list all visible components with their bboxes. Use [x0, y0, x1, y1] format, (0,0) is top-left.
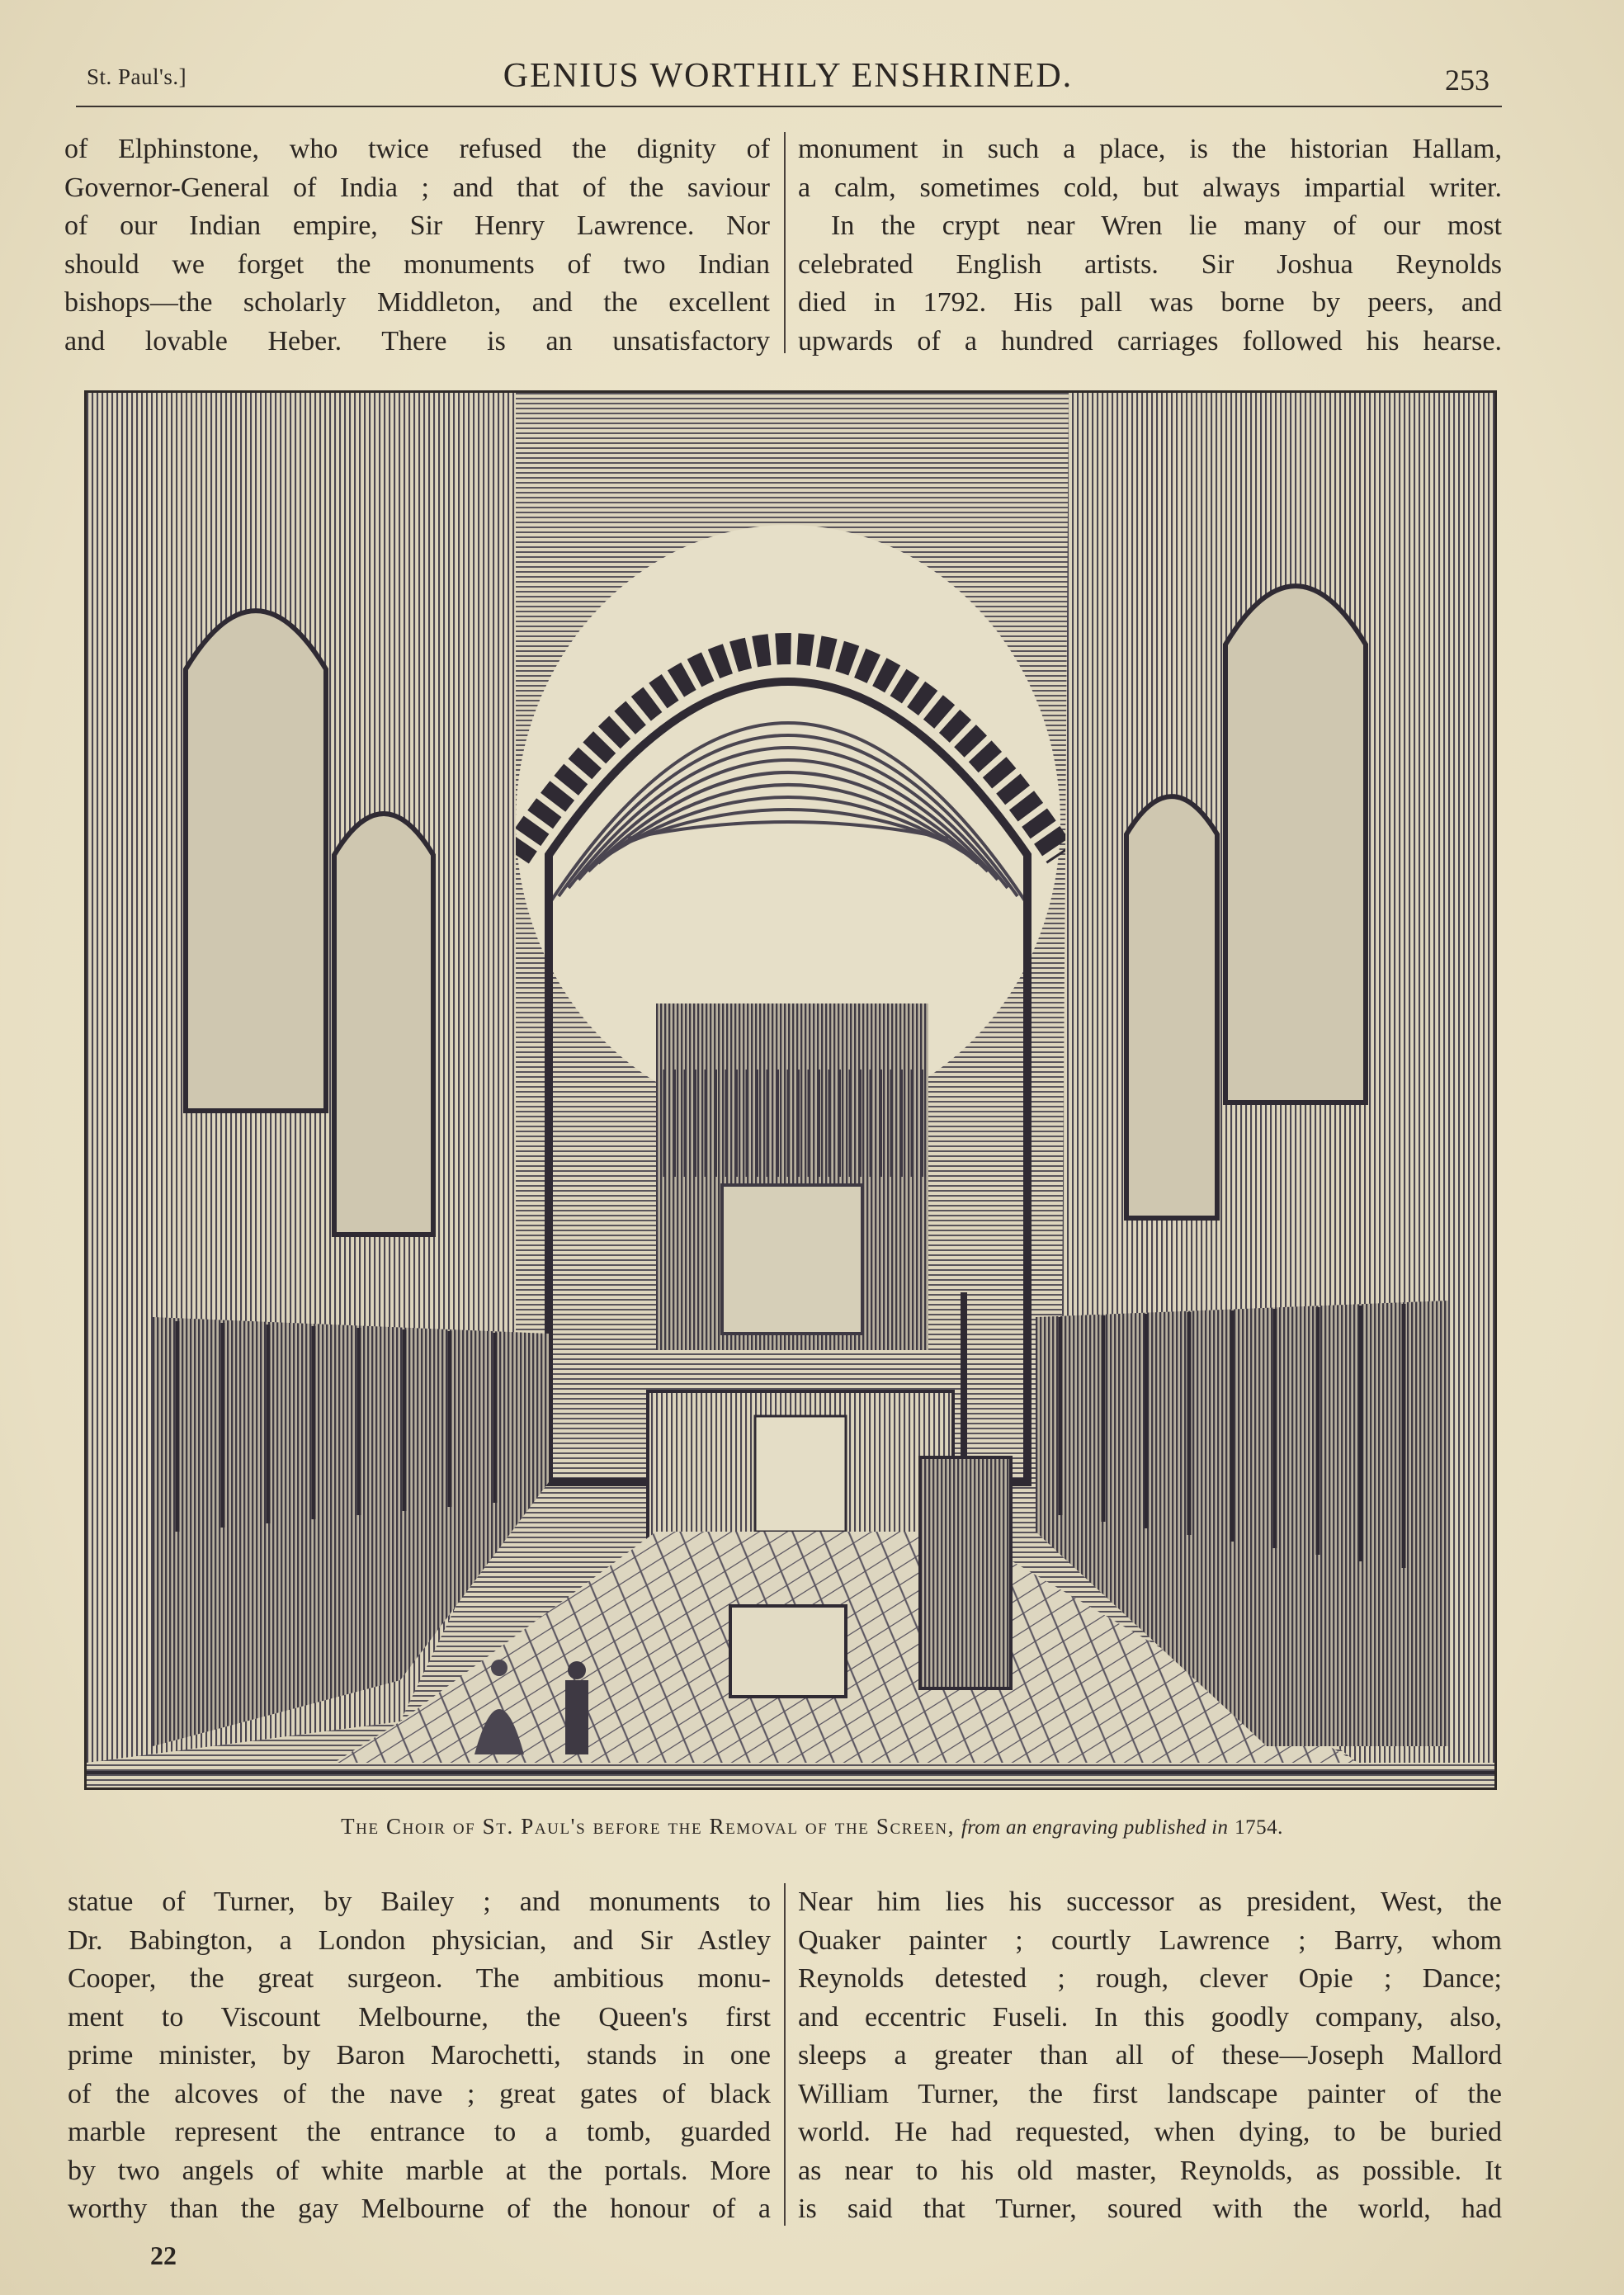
text-line: of Elphinstone, who twice refused the dignity of	[64, 134, 770, 164]
text-line: William Turner, the first landscape painter of the	[798, 2078, 1502, 2109]
text-line: is said that Turner, soured with the world, had	[798, 2193, 1502, 2224]
running-head	[78, 51, 1498, 109]
text-line: bishops—the scholarly Middleton, and the excellent	[64, 287, 770, 318]
text-line: as near to his old master, Reynolds, as possible. It	[798, 2155, 1502, 2186]
text-line: upwards of a hundred carriages followed his hearse.	[798, 325, 1502, 357]
page-number: 253	[1445, 64, 1489, 97]
caption-title: The Choir of St. Paul's before the Removal of the Screen,	[341, 1814, 956, 1839]
text-line: and eccentric Fuseli. In this goodly company, also,	[798, 2001, 1502, 2033]
text-line: by two angels of white marble at the portals. More	[68, 2155, 771, 2186]
text-line: Governor-General of India ; and that of the saviour	[64, 172, 770, 203]
column-divider-top	[784, 132, 786, 353]
text-line: Near him lies his successor as president, West, the	[798, 1887, 1502, 1917]
text-line: statue of Turner, by Bailey ; and monuments to	[68, 1887, 771, 1917]
text-line: of our Indian empire, Sir Henry Lawrence. Nor	[64, 210, 770, 241]
text-line: celebrated English artists. Sir Joshua Reynolds	[798, 248, 1502, 280]
caption-year: 1754.	[1235, 1816, 1283, 1839]
bottom-right-column	[798, 1883, 1502, 2229]
text-line: Cooper, the great surgeon. The ambitious monu-	[68, 1963, 771, 1994]
running-head-title: GENIUS WORTHILY ENSHRINED.	[503, 57, 1074, 95]
text-line: Dr. Babington, a London physician, and Sir Astley	[68, 1924, 771, 1956]
text-line: died in 1792. His pall was borne by peers, and	[798, 287, 1502, 318]
header-rule	[76, 106, 1502, 107]
text-line: sleeps a greater than all of these—Joseph Mallord	[798, 2040, 1502, 2071]
text-line: In the crypt near Wren lie many of our most	[831, 210, 1502, 241]
text-line: Quaker painter ; courtly Lawrence ; Barry, whom	[798, 1924, 1502, 1956]
figure-caption	[0, 1814, 1624, 1839]
text-line: world. He had requested, when dying, to be buried	[798, 2117, 1502, 2147]
engraving-illustration	[87, 393, 1494, 1787]
text-line: prime minister, by Baron Marochetti, stands in one	[68, 2040, 771, 2071]
text-line: Reynolds detested ; rough, clever Opie ; Dance;	[798, 1963, 1502, 1994]
signature-mark: 22	[150, 2241, 177, 2270]
text-line: worthy than the gay Melbourne of the honour of a	[68, 2193, 771, 2224]
text-line: marble represent the entrance to a tomb, guarded	[68, 2117, 771, 2147]
text-line: monument in such a place, is the historian Hallam,	[798, 134, 1502, 164]
column-divider-bottom	[784, 1883, 786, 2226]
bottom-left-column	[68, 1883, 771, 2229]
engraving-choir-st-pauls	[84, 390, 1497, 1790]
text-line: should we forget the monuments of two Indian	[64, 248, 770, 280]
text-line: and lovable Heber. There is an unsatisfactory	[64, 325, 770, 357]
top-left-column	[64, 130, 770, 361]
caption-source: from an engraving published in	[961, 1816, 1229, 1839]
text-line: of the alcoves of the nave ; great gates of black	[68, 2078, 771, 2109]
text-line: ment to Viscount Melbourne, the Queen's first	[68, 2001, 771, 2033]
text-line: a calm, sometimes cold, but always impartial writer.	[798, 172, 1502, 203]
running-head-section: St. Paul's.]	[87, 64, 187, 89]
top-right-column	[798, 130, 1502, 361]
